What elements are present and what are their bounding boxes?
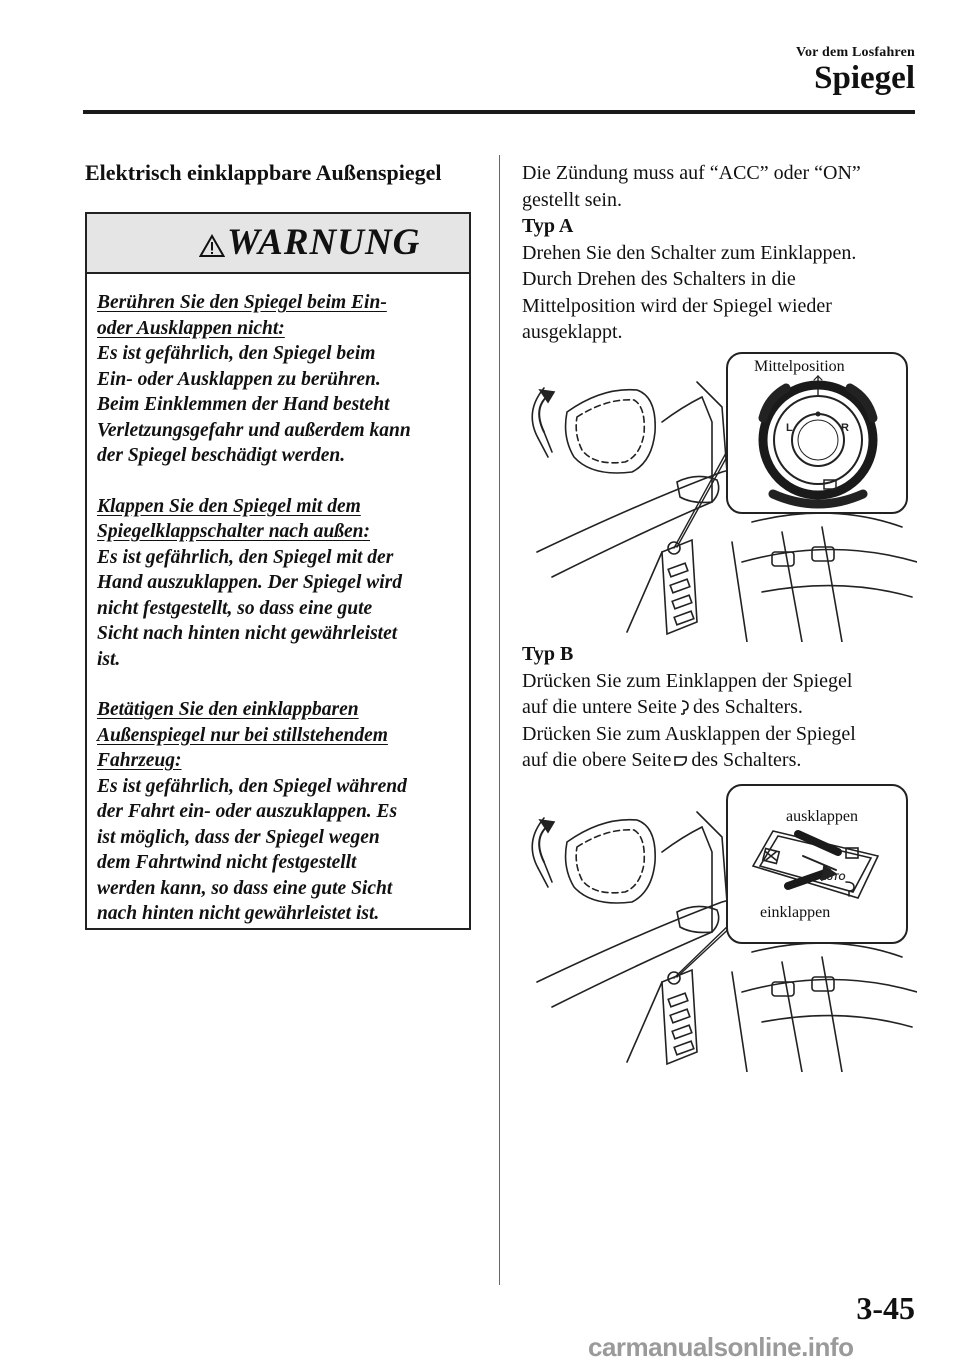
warning-heading-line: oder Ausklappen nicht: — [97, 317, 285, 339]
page-title: Spiegel — [814, 60, 915, 96]
warning-block-1 — [97, 290, 467, 469]
warning-body-line: Verletzungsgefahr und außerdem kann — [97, 419, 411, 441]
typ-a-line: ausgeklappt. — [522, 321, 623, 343]
warning-body-line: Hand auszuklappen. Der Spiegel wird — [97, 572, 403, 593]
typ-b-line: Drücken Sie zum Einklappen der Spiegel — [522, 669, 853, 692]
warning-body-line: nicht festgestellt, so dass eine gute — [97, 597, 373, 619]
figure-typ-a — [522, 352, 917, 642]
typ-a-label: Typ A — [522, 215, 574, 237]
typ-a-line: Durch Drehen des Schalters in die — [522, 268, 796, 290]
warning-body-line: Es ist gefährlich, den Spiegel beim — [97, 343, 376, 364]
typ-b-line-part: des Schalters. — [691, 749, 802, 771]
typ-b-line-part: des Schalters. — [692, 696, 803, 718]
ausklappen-label: ausklappen — [786, 808, 858, 825]
warning-block-3 — [97, 697, 467, 927]
column-divider — [499, 155, 500, 1285]
typ-a-line: Drehen Sie den Schalter zum Einklappen. — [522, 241, 857, 264]
warning-body — [97, 290, 467, 927]
warning-body-line: dem Fahrtwind nicht festgestellt — [97, 852, 357, 873]
einklappen-label: einklappen — [760, 904, 831, 921]
warning-body-line: der Fahrt ein- oder auszuklappen. Es — [97, 801, 398, 822]
knob-letter-r: R — [841, 422, 849, 434]
page-number: 3-45 — [856, 1290, 915, 1326]
warning-heading-line: Außenspiegel nur bei stillstehendem — [97, 724, 388, 746]
warning-body-line: werden kann, so dass eine gute Sicht — [97, 877, 393, 899]
typ-a-line: Mittelposition wird der Spiegel wieder — [522, 294, 832, 317]
intro-text — [522, 160, 917, 346]
typ-b-line: Drücken Sie zum Ausklappen der Spiegel — [522, 722, 856, 745]
intro-line: Die Zündung muss auf “ACC” oder “ON” — [522, 162, 861, 184]
mirror-fold-lower-icon — [679, 699, 691, 715]
warning-heading-line: Fahrzeug: — [97, 750, 182, 771]
typ-b-text — [522, 641, 917, 774]
watermark: carmanualsonline.info — [588, 1332, 854, 1362]
typ-b-line-part: auf die obere Seite — [522, 749, 672, 771]
header-section: Vor dem Losfahren — [795, 45, 915, 60]
typ-b-line — [522, 694, 917, 721]
warning-body-line: ist möglich, dass der Spiegel wegen — [97, 826, 380, 848]
warning-body-line: Ein- oder Ausklappen zu berühren. — [97, 368, 381, 390]
typ-b-line — [522, 747, 917, 774]
warning-body-line: der Spiegel beschädigt werden. — [97, 445, 346, 466]
warning-body-line: Es ist gefährlich, den Spiegel mit der — [97, 546, 394, 568]
knob-callout — [726, 352, 908, 514]
warning-heading-line: Klappen Sie den Spiegel mit dem — [97, 495, 361, 517]
typ-b-line-part: auf die untere Seite — [522, 696, 677, 718]
typ-b-label: Typ B — [522, 643, 574, 665]
warning-body-line: Es ist gefährlich, den Spiegel während — [97, 775, 407, 797]
warning-heading-line: Spiegelklappschalter nach außen: — [97, 521, 371, 542]
warning-triangle-icon — [199, 234, 225, 258]
warning-heading-line: Berühren Sie den Spiegel beim Ein- — [97, 292, 387, 313]
section-heading: Elektrisch einklappbare Außenspiegel — [85, 160, 442, 185]
warning-body-line: Beim Einklemmen der Hand besteht — [97, 394, 390, 415]
warning-header — [87, 214, 469, 274]
warning-body-line: ist. — [97, 648, 121, 670]
header-rule — [83, 110, 915, 114]
knob-letter-l: L — [786, 422, 793, 434]
warning-title: WARNUNG — [227, 222, 421, 263]
warning-heading-line: Betätigen Sie den einklappbaren — [97, 699, 359, 720]
warning-body-line: Sicht nach hinten nicht gewährleistet — [97, 623, 398, 644]
figure-typ-b — [522, 782, 917, 1072]
switch-auto-label: AUTO — [820, 872, 846, 882]
mirror-unfold-upper-icon — [673, 754, 689, 768]
intro-line: gestellt sein. — [522, 188, 622, 211]
warning-block-2 — [97, 494, 467, 673]
warning-body-line: nach hinten nicht gewährleistet ist. — [97, 903, 380, 924]
rotary-knob-drawing — [728, 354, 906, 512]
warning-box — [85, 212, 471, 930]
switch-callout — [726, 784, 908, 944]
mittelposition-label: Mittelposition — [754, 358, 845, 375]
